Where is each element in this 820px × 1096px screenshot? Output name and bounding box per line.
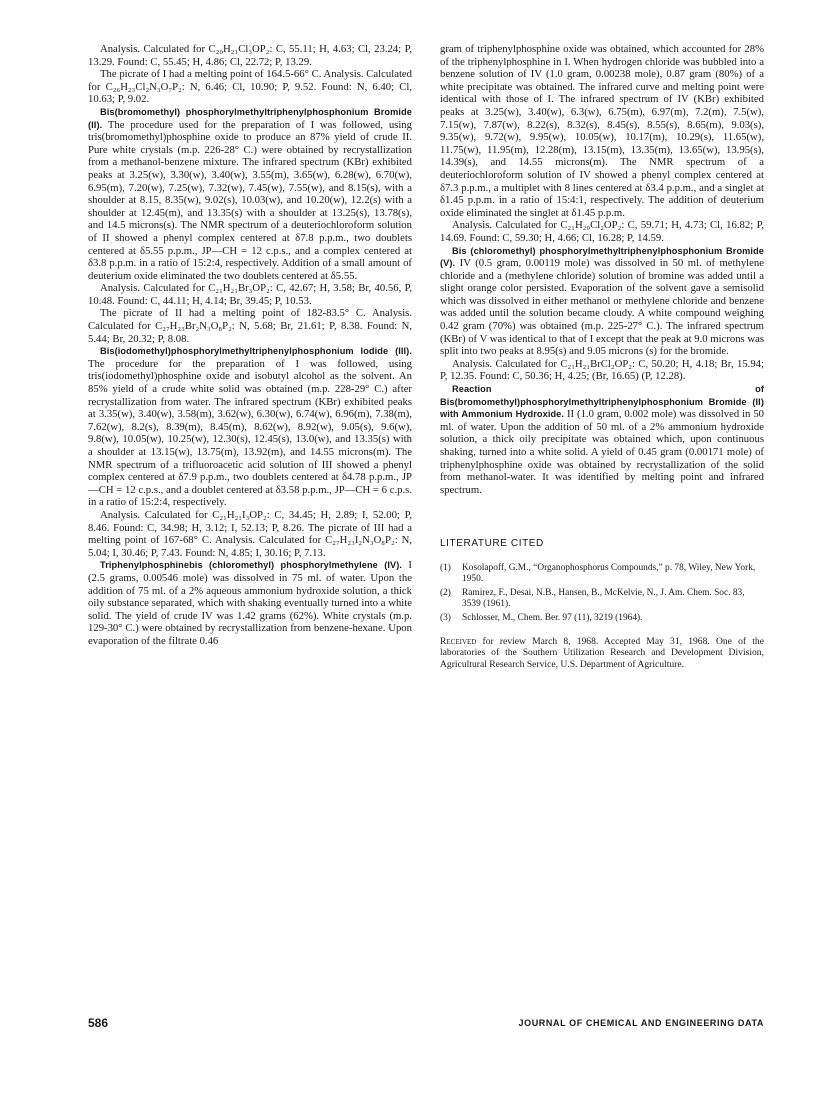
section-heading-iv: Triphenylphosphinebis (chloromethyl) phosphorylmethylene (IV). xyxy=(100,560,403,571)
section-compound-iii xyxy=(88,345,412,509)
section-compound-v xyxy=(440,245,764,358)
reference-item xyxy=(440,563,764,586)
section-heading-ii: Bis(bromomethyl) phosphorylmethyltriphenylphosphonium Bromide (II). xyxy=(88,106,412,130)
reference-item xyxy=(440,613,764,624)
section-body-ii: The procedure used for the preparation of I was followed, using tris(bromomethyl)phosphine oxide to produce an 87% yield of crude II. Pure white crystals (m.p. 226-28° C.) were obtained by recrystallization from a methanol-benzene mixture. The infrared spectrum (KBr) exhibited peaks at 3.25(w), 3.30(w), 3.40(w), 3.55(m), 3.65(w), 6.28(w), 6.70(w), 6.95(m), 7.20(w), 7.25(w), 7.32(w), 7.45(w), 7.55(w), and 8.15(s), with a shoulder at 8.15, 8.35(w), 9.02(s), 10.03(w), and 10.20(w), 12.2(s) with a shoulder at 12.45(m), and 13.35(s) with a shoulder at 13.25(s), 13.78(s), and 14.5 microns(s). The NMR spectrum of a deuteriochloroform solution of II showed a phenyl complex centered at δ7.8 p.p.m., two doublets centered at δ5.55 p.p.m., JP—CH = 12 c.p.s., and a complex centered at δ3.8 p.p.m. in a ratio of 15:2:4, respectively. Addition of a small amount of deuterium oxide eliminated the two doublets centered at δ5.55. xyxy=(88,118,412,282)
analysis-i: Analysis. Calculated for C₂₀H₂₁Cl₃OP₂: C, 55.11; H, 4.63; Cl, 23.24; P, 13.29. Found: C, 55.45; H, 4.86; Cl, 22.72; P, 13.29. xyxy=(88,43,412,68)
received-lead: Received xyxy=(440,636,477,647)
section-body-iii: The procedure for the preparation of I was followed, using tris(iodomethyl)phosphine oxide and isobutyl alcohol as the solvent. An 85% yield of a crude white solid was obtained (m.p. 228-29° C.) after recrystallization from water. The infrared spectrum (KBr) exhibited peaks at 3.35(w), 3.40(w), 3.58(m), 3.62(w), 6.30(w), 6.74(w), 6.96(m), 7.38(m), 7.62(w), 8.2(s), 8.39(m), 8.45(m), 8.62(w), 8.92(w), 9.05(s), 9.6(w), 9.8(w), 10.05(w), 10.25(w), 12.30(s), 12.45(s), 13.0(w), and 13.35(s) with a shoulder at 13.15(w), 13.75(m), 13.92(m), and 14.55 microns(m). The NMR spectrum of a trifluoroacetic acid solution of III showed a phenyl complex centered at δ7.9 p.p.m., two doublets centered at δ4.78 p.p.m., JP—CH = 12 c.p.s., and a doublet centered at δ3.58 p.p.m., JP—CH = 6 c.p.s. in a ratio of 15:2:4, respectively. xyxy=(88,357,412,509)
left-column xyxy=(88,43,412,648)
page-number: 586 xyxy=(88,1016,109,1030)
reference-text: Ramirez, F., Desai, N.B., Hansen, B., McKelvie, N., J. Am. Chem. Soc. 83, 3539 (1961). xyxy=(462,587,745,610)
picrate-ii: The picrate of II had a melting point of 182-83.5° C. Analysis. Calculated for C₂₇H₂₃Br₂N₃O₈P₂: N, 5.68; Br, 21.61; P, 8.38. Found: N, 5.44; Br, 20.32; P, 8.08. xyxy=(88,307,412,345)
analysis-ii: Analysis. Calculated for C₂₁H₂₁Br₃OP₂: C, 42.67; H, 3.58; Br, 40.56, P, 10.48. Found: C, 44.11; H, 4.14; Br, 39.45; P, 10.53. xyxy=(88,282,412,307)
reference-number: (1) xyxy=(440,562,451,573)
received-text: for review March 8, 1968. Accepted May 31, 1968. One of the laboratories of the Southern Utilization Research and Development Division, Agricultural Research Service, U.S. Department of Agriculture. xyxy=(440,636,764,670)
section-body-reaction: II (1.0 gram, 0.002 mole) was dissolved in 50 ml. of water. Upon the addition of 50 ml. of a 2% ammonium hydroxide solution, a thick oily precipitate was obtained which, upon continuous shaking, turned into a white solid. A yield of 0.45 gram (0.00171 mole) of triphenylphosphine oxide was obtained by recrystallization of the solid from methanol-water. It was identified by melting point and infrared spectrum. xyxy=(440,408,765,496)
analysis-iv: Analysis. Calculated for C₂₁H₂₀Cl₂OP₂: C, 59.71; H, 4.73; Cl, 16.82; P, 14.69. Found: C, 59.30; H, 4.66; Cl, 16.28; P, 14.59. xyxy=(440,219,764,244)
reference-number: (2) xyxy=(440,587,451,598)
picrate-i: The picrate of I had a melting point of 164.5-66° C. Analysis. Calculated for C₂₆H₂₃Cl₂N₃O₇P₂: N, 6.46; Cl, 10.90; P, 9.52. Found: N, 6.40; Cl, 10.63; P, 9.02. xyxy=(88,68,412,106)
section-heading-reaction: Reaction of Bis(bromomethyl)phosphorylmethyltriphenylphosphonium Bromide (II) with Ammonium Hydroxide. xyxy=(440,384,764,420)
reference-text: Kosolapoff, G.M., “Organophosphorus Compounds,” p. 78, Wiley, New York, 1950. xyxy=(462,562,756,585)
reference-item xyxy=(440,588,764,611)
reference-list xyxy=(440,563,764,624)
section-compound-ii xyxy=(88,106,412,282)
right-column xyxy=(440,43,764,670)
journal-name: JOURNAL OF CHEMICAL AND ENGINEERING DATA xyxy=(518,1018,764,1028)
section-compound-iv xyxy=(88,559,412,647)
received-note xyxy=(440,636,764,670)
analysis-iii: Analysis. Calculated for C₂₁H₂₁I₃OP₂: C, 34.45; H, 2.89; I, 52.00; P, 8.46. Found: C, 34.98; H, 3.12; I, 52.13; P, 8.26. The picrate of III had a melting point of 167-68° C. Analysis. Calculated for C₂₇H₂₃I₂N₃O₈P₂: N, 5.04; I, 30.46; P, 7.43. Found: N, 4.85; I, 30.16; P, 7.13. xyxy=(88,508,412,559)
section-body-v: IV (0.5 gram, 0.00119 mole) was dissolved in 50 ml. of methylene chloride and a (methylene chloride) solution of bromine was added until a slight orange color persisted. Evaporation of the solvent gave a semisolid which was dissolved in either methanol or methylene chloride and benzene was added until the solution became cloudy. A white compound weighing 0.42 gram (70%) was obtained (m.p. 225-27° C.). The infrared spectrum (KBr) of V was identical to that of I except that the peak at 9.0 microns was split into two peaks at 8.95(s) and 9.05 microns (s) for the bromide. xyxy=(440,257,764,358)
section-heading-v: Bis (chloromethyl) phosphorylmethyltriphenylphosphonium Bromide (V). xyxy=(440,245,764,269)
continued-paragraph: gram of triphenylphosphine oxide was obtained, which accounted for 28% of the triphenylphosphine in I. When hydrogen chloride was bubbled into a benzene solution of IV (1.0 gram, 0.00238 mole), 0.87 gram (80%) of a white precipitate was obtained. The infrared curve and melting point were identical with those of I. The infrared spectrum of IV (KBr) exhibited peaks at 3.25(w), 3.40(w), 6.3(w), 6.75(m), 6.97(m), 7.2(m), 7.5(w), 7.15(w), 7.87(w), 8.22(s), 8.32(s), 8.45(s), 8.55(s), 8.65(m), 9.03(s), 9.35(w), 9.72(w), 9.95(w), 10.05(w), 10.17(m), 10.29(s), 11.65(w), 11.75(w), 11.95(m), 12.28(m), 13.15(m), 13.35(m), 13.65(w), 13.95(s), 14.39(s), and 14.55 microns(m). The NMR spectrum of a deuteriochloroform solution of IV showed a phenyl complex centered at δ7.3 p.p.m., a multiplet with 8 lines centered at δ3.4 p.p.m., and a singlet at δ1.45 p.p.m. in a ratio of 15:4:1, respectively. The addition of deuterium oxide eliminated the singlet at δ1.45 p.p.m. xyxy=(440,43,764,219)
section-reaction xyxy=(440,383,764,496)
reference-number: (3) xyxy=(440,612,451,623)
section-heading-iii: Bis(iodomethyl)phosphorylmethyltriphenylphosphonium Iodide (III). xyxy=(100,346,412,357)
analysis-v: Analysis. Calculated for C₂₁H₂₁BrCl₂OP₂: C, 50.20; H, 4.18; Br, 15.94; P, 12.35. Found: C, 50.36; H, 4.25; (Br, 16.65) (P, 12.28). xyxy=(440,357,764,383)
literature-cited-heading: LITERATURE CITED xyxy=(440,538,544,550)
reference-text: Schlosser, M., Chem. Ber. 97 (11), 3219 (1964). xyxy=(462,612,643,623)
section-body-iv: I (2.5 grams, 0.00546 mole) was dissolved in 75 ml. of water. Upon the addition of 75 ml. of a 2% aqueous ammonium hydroxide solution, a thick oily substance separated, which with shaking eventually turned into a white solid. The yield of crude IV was 1.42 grams (62%). White crystals (m.p. 129-30° C.) were obtained by recrystallization from benzene-hexane. Upon evaporation of the filtrate 0.46 xyxy=(88,559,412,647)
